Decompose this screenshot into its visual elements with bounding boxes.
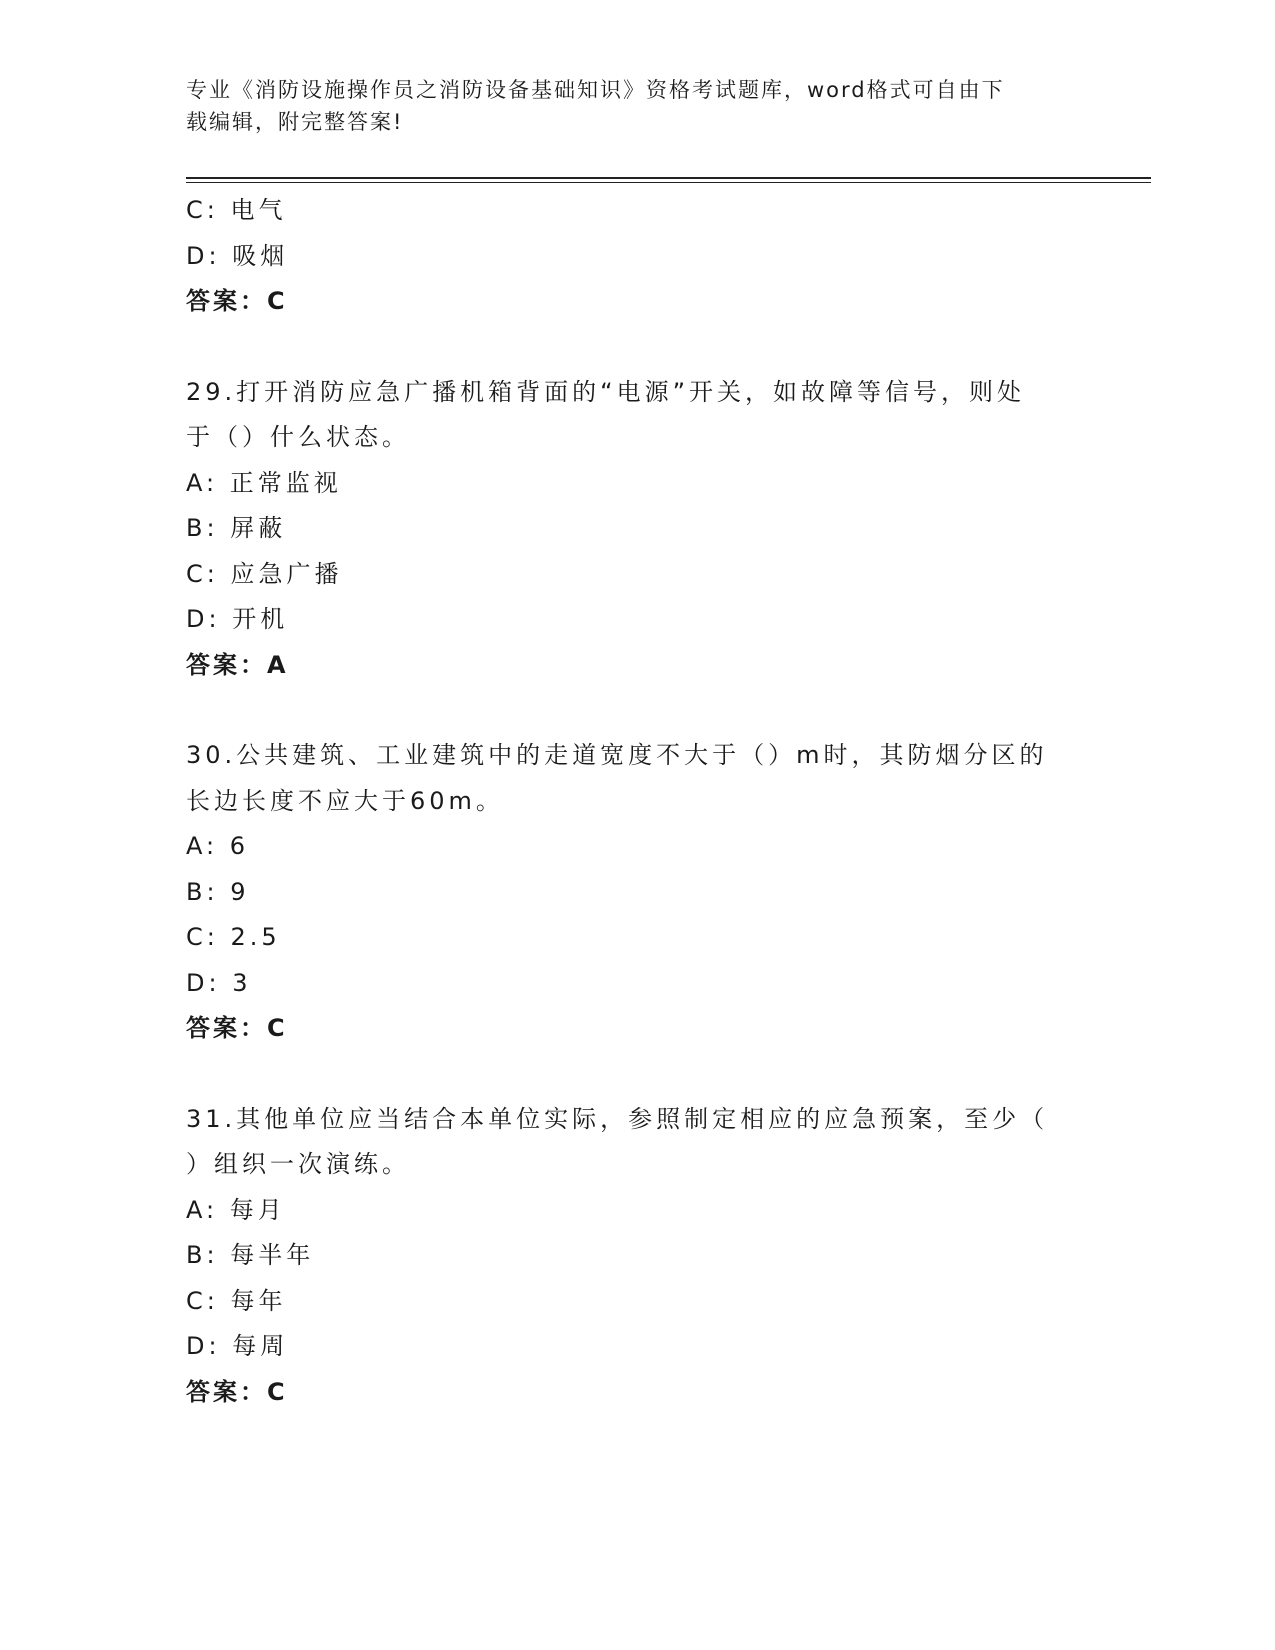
option-d — [186, 234, 1076, 280]
option-label: A: — [186, 468, 219, 497]
option-text: 每月 — [229, 1195, 286, 1224]
option-label: A: — [186, 1195, 219, 1224]
option-d — [186, 961, 1076, 1007]
question-list — [186, 188, 1076, 1415]
option-c — [186, 552, 1076, 598]
header-line-2: 载编辑，附完整答案! — [186, 110, 404, 134]
spacer — [186, 688, 1076, 733]
option-d — [186, 1324, 1076, 1370]
option-text: 正常监视 — [229, 468, 342, 497]
option-b — [186, 1233, 1076, 1279]
question-text-line-2: ）组织一次演练。 — [186, 1150, 410, 1178]
page-header — [186, 74, 1066, 138]
option-a — [186, 824, 1076, 870]
option-label: B: — [186, 514, 219, 542]
question-30 — [186, 733, 1076, 1052]
spacer — [186, 1052, 1076, 1097]
header-divider-thin — [186, 182, 1151, 183]
option-text: 每半年 — [230, 1241, 315, 1269]
spacer — [186, 325, 1076, 370]
option-label: A: — [186, 832, 219, 860]
option-c — [186, 915, 1076, 961]
option-label: D: — [186, 241, 221, 270]
question-31 — [186, 1097, 1076, 1416]
question-text-line-2: 于（）什么状态。 — [186, 423, 410, 451]
option-text: 每年 — [230, 1286, 287, 1315]
option-b — [186, 870, 1076, 916]
option-label: B: — [186, 877, 219, 906]
question-29 — [186, 370, 1076, 689]
option-text: 9 — [230, 877, 250, 906]
answer-line: 答案：C — [186, 1377, 288, 1406]
option-d — [186, 597, 1076, 643]
option-text: 6 — [229, 832, 250, 860]
option-text: 应急广播 — [230, 559, 343, 588]
option-b — [186, 506, 1076, 552]
header-divider-thick — [186, 177, 1151, 179]
answer-line: 答案：A — [186, 650, 289, 679]
option-a — [186, 1188, 1076, 1234]
option-label: C: — [186, 923, 219, 951]
option-text: 2.5 — [230, 923, 281, 951]
option-label: C: — [186, 1286, 219, 1315]
question-text-line-1: 31.其他单位应当结合本单位实际，参照制定相应的应急预案，至少（ — [186, 1104, 1049, 1133]
question-28-continued — [186, 188, 1076, 325]
option-text: 每周 — [232, 1332, 289, 1360]
answer-line: 答案：C — [186, 287, 288, 315]
option-label: D: — [186, 605, 221, 633]
header-line-1: 专业《消防设施操作员之消防设备基础知识》资格考试题库，word格式可自由下 — [186, 78, 1005, 102]
option-label: C: — [186, 559, 219, 588]
option-text: 3 — [232, 968, 252, 997]
question-text-line-1: 29.打开消防应急广播机箱背面的“电源”开关，如故障等信号，则处 — [186, 377, 1026, 406]
option-text: 电气 — [230, 196, 287, 224]
option-a — [186, 461, 1076, 507]
option-label: B: — [186, 1241, 219, 1269]
question-text-line-1: 30.公共建筑、工业建筑中的走道宽度不大于（）m时，其防烟分区的 — [186, 741, 1048, 769]
option-label: D: — [186, 968, 221, 997]
question-text-line-2: 长边长度不应大于60m。 — [186, 786, 504, 815]
option-label: D: — [186, 1332, 221, 1360]
answer-line: 答案：C — [186, 1014, 288, 1042]
option-text: 开机 — [232, 605, 289, 633]
option-c — [186, 1279, 1076, 1325]
option-c — [186, 188, 1076, 234]
option-text: 吸烟 — [232, 241, 289, 270]
option-label: C: — [186, 196, 219, 224]
option-text: 屏蔽 — [230, 514, 287, 542]
